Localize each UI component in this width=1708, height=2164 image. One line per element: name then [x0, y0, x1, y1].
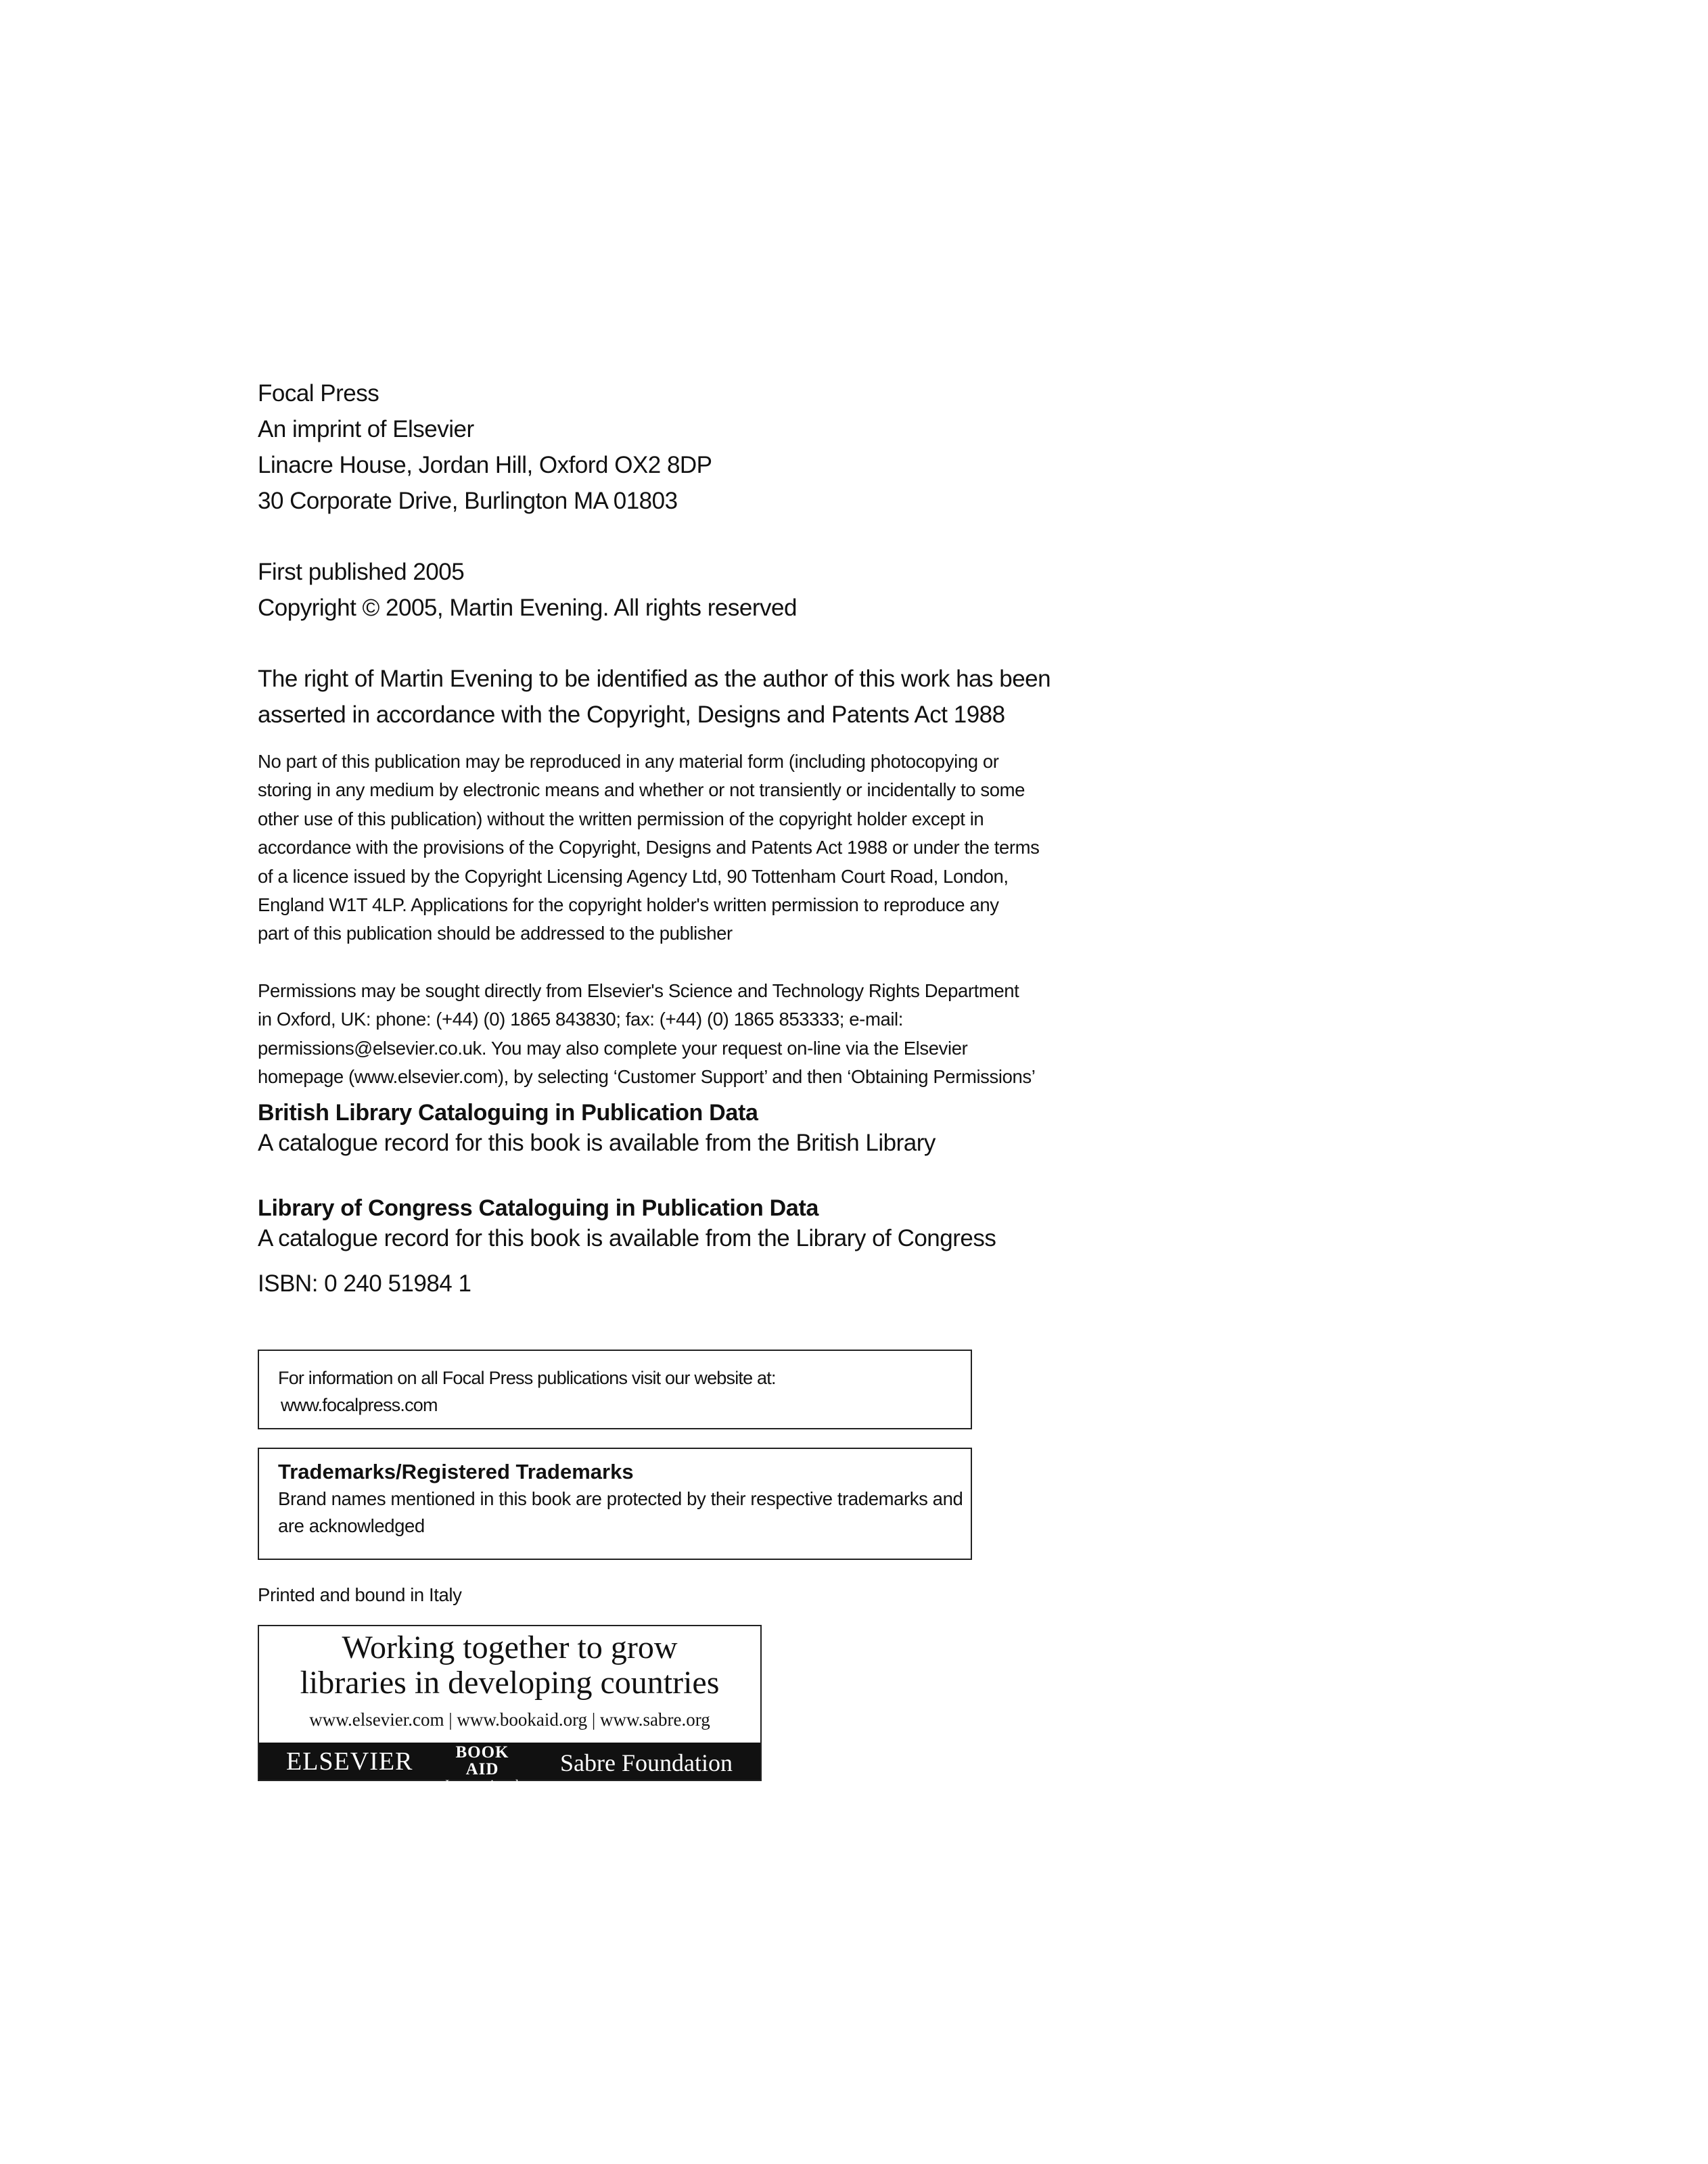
book-aid-logo-title: BOOK AID: [455, 1743, 509, 1778]
banner-slogan: Working together to grow: [342, 1630, 678, 1665]
first-published: First published 2005: [258, 559, 465, 585]
publisher-imprint: An imprint of Elsevier: [258, 416, 474, 442]
publisher-name: Focal Press: [258, 380, 379, 407]
printed-in: Printed and bound in Italy: [258, 1584, 462, 1605]
permissions-notice: [258, 977, 1042, 1092]
publisher-address-uk: Linacre House, Jordan Hill, Oxford OX2 8DP: [258, 452, 712, 478]
notice-line: England W1T 4LP. Applications for the copyright holder's written permission to reproduce any: [258, 894, 999, 916]
permissions-line: in Oxford, UK: phone: (+44) (0) 1865 843830; fax: (+44) (0) 1865 853333; e-mail:: [258, 1009, 903, 1030]
moral-right-line: The right of Martin Evening to be identified as the author of this work has been: [258, 666, 1051, 692]
permissions-line: homepage (www.elsevier.com), by selecting ‘Customer Support’ and then ‘Obtaining Permissions’: [258, 1066, 1036, 1088]
book-aid-logo: [438, 1744, 526, 1791]
british-library-block: [258, 1098, 1042, 1158]
british-library-heading: British Library Cataloguing in Publication Data: [258, 1100, 758, 1126]
banner-logo-bar: [259, 1743, 760, 1792]
british-library-text: A catalogue record for this book is available from the British Library: [258, 1130, 936, 1157]
book-aid-banner: [258, 1625, 762, 1792]
moral-right-block: [258, 661, 1051, 733]
imprint-content: [258, 375, 1051, 1302]
website-url: www.focalpress.com: [281, 1395, 438, 1415]
banner-slogan: libraries in developing countries: [300, 1665, 720, 1701]
copyright-line: Copyright © 2005, Martin Evening. All rights reserved: [258, 595, 797, 621]
notice-line: storing in any medium by electronic means and whether or not transiently or incidentally to some: [258, 779, 1025, 801]
banner-urls: www.elsevier.com | www.bookaid.org | www.sabre.org: [309, 1709, 710, 1730]
trademarks-text: Brand names mentioned in this book are protected by their respective trademarks and: [278, 1488, 963, 1509]
publication-block: [258, 554, 1042, 626]
book-aid-logo-subtitle: International: [444, 1778, 520, 1792]
website-info-text: For information on all Focal Press publications visit our website at:: [278, 1368, 776, 1388]
moral-right-line: asserted in accordance with the Copyright, Designs and Patents Act 1988: [258, 701, 1005, 728]
publisher-block: [258, 375, 1042, 519]
library-of-congress-block: [258, 1193, 1042, 1253]
library-of-congress-heading: Library of Congress Cataloguing in Publication Data: [258, 1195, 819, 1222]
sabre-foundation-logo: Sabre Foundation: [560, 1749, 733, 1776]
library-of-congress-text: A catalogue record for this book is available from the Library of Congress: [258, 1225, 996, 1252]
permissions-line: Permissions may be sought directly from Elsevier's Science and Technology Rights Department: [258, 980, 1019, 1001]
trademarks-box: [258, 1448, 972, 1560]
notice-line: part of this publication should be addressed to the publisher: [258, 923, 733, 944]
notice-line: accordance with the provisions of the Copyright, Designs and Patents Act 1988 or under the terms: [258, 837, 1040, 858]
trademarks-heading: Trademarks/Registered Trademarks: [278, 1460, 634, 1483]
elsevier-logo: ELSEVIER: [286, 1747, 413, 1776]
permissions-line: permissions@elsevier.co.uk. You may also complete your request on-line via the Elsevier: [258, 1037, 968, 1059]
website-info-box: [258, 1350, 972, 1429]
notice-line: of a licence issued by the Copyright Licensing Agency Ltd, 90 Tottenham Court Road, London,: [258, 865, 1009, 887]
isbn: ISBN: 0 240 51984 1: [258, 1270, 471, 1297]
reproduction-notice: [258, 747, 1042, 948]
notice-line: No part of this publication may be reproduced in any material form (including photocopying or: [258, 751, 999, 772]
trademarks-text: are acknowledged: [278, 1515, 425, 1536]
notice-line: other use of this publication) without the written permission of the copyright holder except in: [258, 808, 984, 829]
publisher-address-us: 30 Corporate Drive, Burlington MA 01803: [258, 488, 678, 514]
